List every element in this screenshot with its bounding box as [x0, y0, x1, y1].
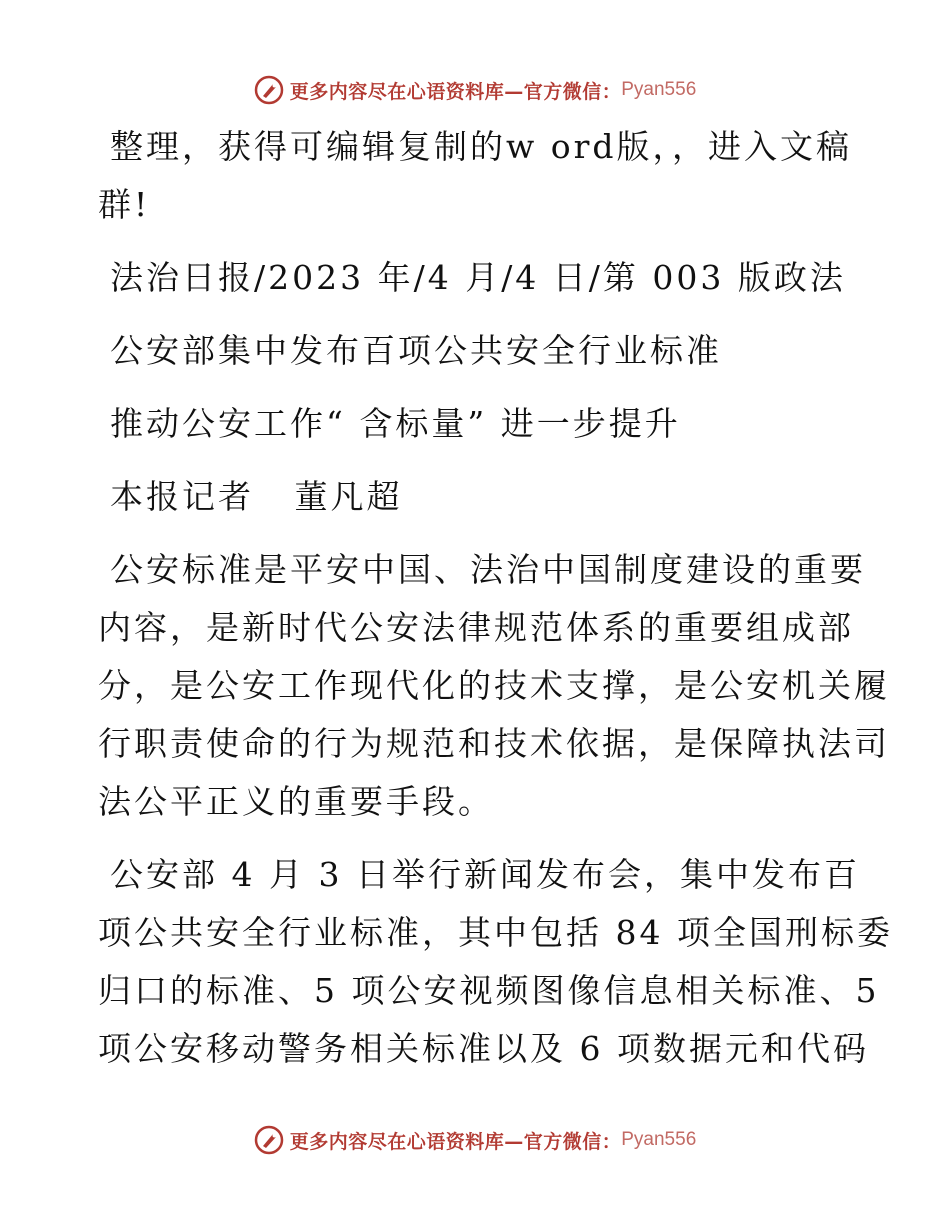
text-line: 项公共安全行业标准，其中包括 84 项全国刑标委 — [98, 913, 893, 952]
text-line: 法治日报/2023 年/4 月/4 日/第 003 版政法 — [110, 258, 846, 297]
header-banner — [0, 70, 950, 110]
text-line: 推动公安工作“ 含标量” 进一步提升 — [110, 404, 681, 443]
text-line: 整理，获得可编辑复制的w ord版，，进入文稿 — [110, 127, 853, 166]
text-line: 本报记者 董凡超 — [110, 477, 403, 516]
header-banner-text: 更多内容尽在心语资料库—官方微信： — [289, 80, 622, 103]
article-subtitle — [98, 395, 858, 453]
source-line — [98, 249, 858, 307]
body-paragraph — [98, 541, 890, 831]
text-line: 项公安移动警务相关标准以及 6 项数据元和代码 — [98, 1029, 869, 1068]
text-line: 行职责使命的行为规范和技术依据，是保障执法司 — [98, 724, 890, 763]
pen-nib-seal-icon — [254, 1125, 284, 1155]
text-line: 群! — [98, 185, 151, 224]
body-paragraph — [98, 846, 893, 1078]
text-line: 公安部 4 月 3 日举行新闻发布会，集中发布百 — [110, 855, 860, 894]
footer-banner — [0, 1120, 950, 1160]
article-title — [98, 322, 858, 380]
text-line: 公安标准是平安中国、法治中国制度建设的重要 — [110, 550, 866, 589]
header-banner-contact: Pyan556 — [621, 79, 697, 100]
text-line: 公安部集中发布百项公共安全行业标准 — [110, 331, 722, 370]
text-line: 分，是公安工作现代化的技术支撑，是公安机关履 — [98, 666, 890, 705]
text-line: 内容，是新时代公安法律规范体系的重要组成部 — [98, 608, 854, 647]
byline — [98, 468, 858, 526]
pen-nib-seal-icon — [254, 75, 284, 105]
document-body — [98, 118, 893, 1093]
text-line: 归口的标准、5 项公安视频图像信息相关标准、5 — [98, 971, 880, 1010]
footer-banner-contact: Pyan556 — [621, 1129, 697, 1150]
text-line: 法公平正义的重要手段。 — [98, 782, 494, 821]
footer-banner-text: 更多内容尽在心语资料库—官方微信： — [289, 1130, 622, 1153]
intro-paragraph — [98, 118, 858, 234]
